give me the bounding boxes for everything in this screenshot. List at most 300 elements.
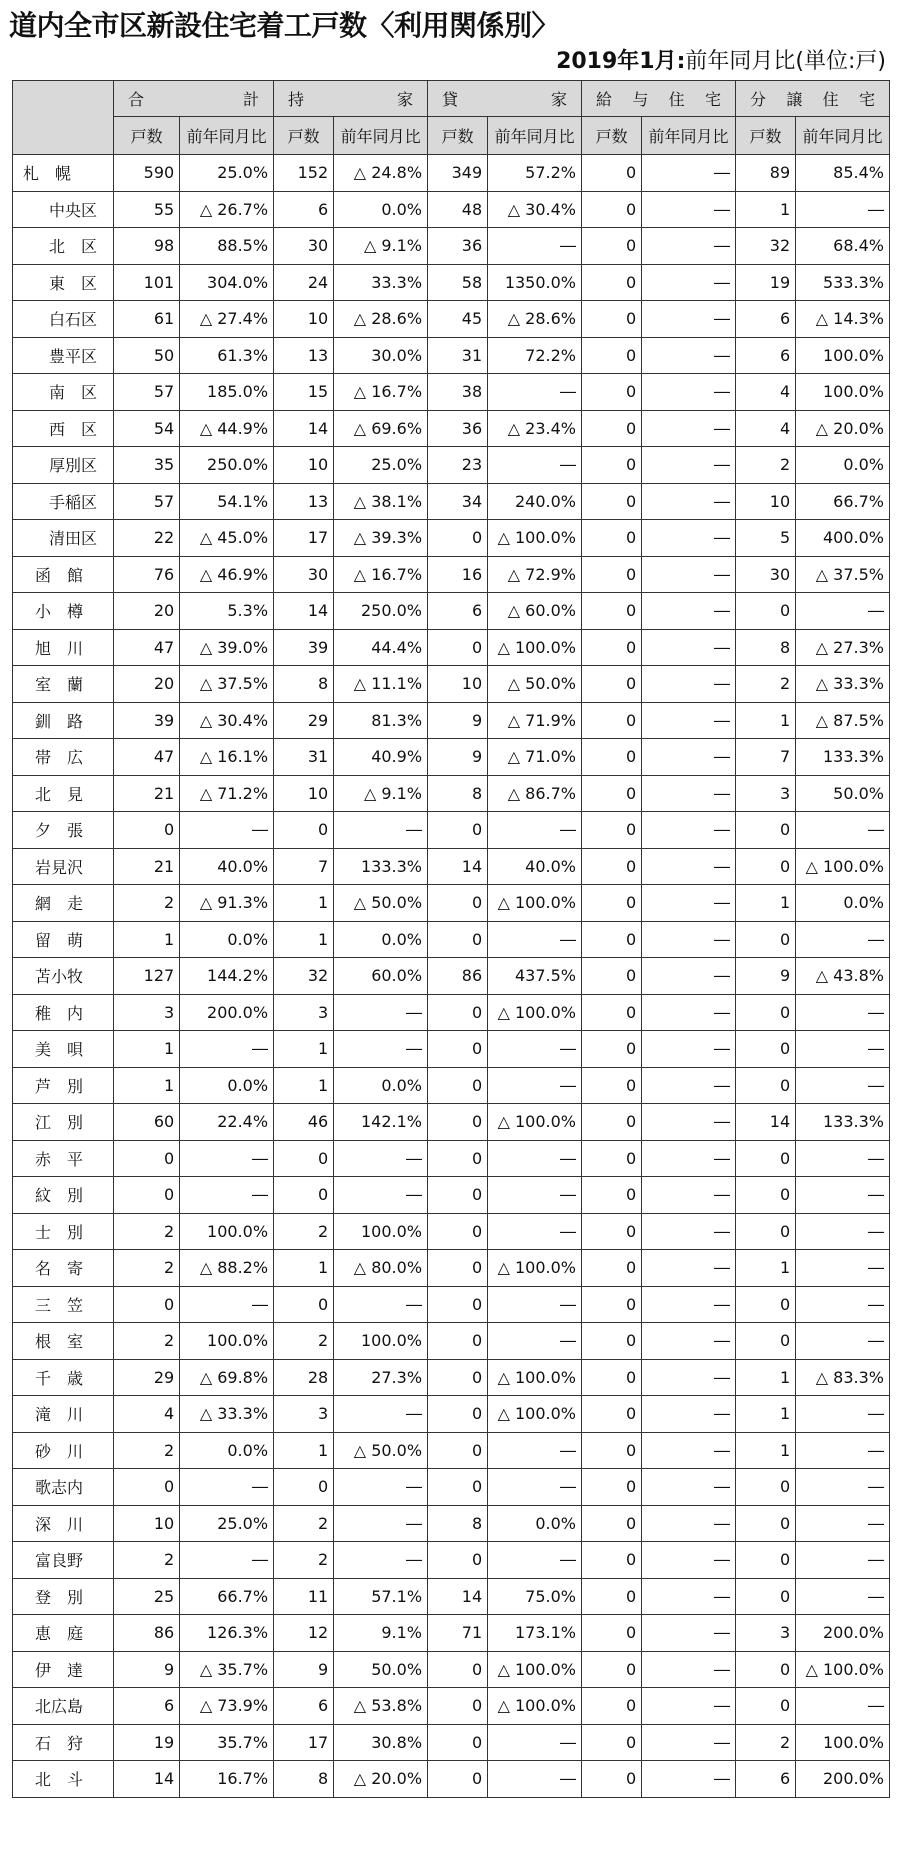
total-yoy-cell: △ 71.2%	[180, 775, 274, 812]
municipality-name: 白石区	[13, 301, 114, 338]
owner-yoy-cell: ―	[334, 1542, 428, 1579]
rental-yoy-cell: ―	[488, 1213, 582, 1250]
municipality-name: 留 萌	[13, 921, 114, 958]
owner-yoy-cell: 33.3%	[334, 264, 428, 301]
condo-units-cell: 1	[735, 885, 795, 922]
owner-yoy-cell: △ 80.0%	[334, 1250, 428, 1287]
owner-yoy-cell: △ 50.0%	[334, 1432, 428, 1469]
company-units-cell: 0	[582, 1688, 642, 1725]
company-yoy-cell: ―	[642, 593, 736, 630]
header-units: 戸数	[274, 117, 334, 155]
company-units-cell: 0	[582, 337, 642, 374]
total-units-cell: 0	[114, 812, 180, 849]
total-yoy-cell: 88.5%	[180, 228, 274, 265]
company-units-cell: 0	[582, 666, 642, 703]
total-units-cell: 98	[114, 228, 180, 265]
rental-units-cell: 36	[428, 228, 488, 265]
municipality-name: 網 走	[13, 885, 114, 922]
municipality-name: 根 室	[13, 1323, 114, 1360]
total-units-cell: 86	[114, 1615, 180, 1652]
company-units-cell: 0	[582, 1542, 642, 1579]
rental-units-cell: 9	[428, 702, 488, 739]
company-yoy-cell: ―	[642, 447, 736, 484]
owner-units-cell: 8	[274, 1761, 334, 1798]
rental-yoy-cell: △ 71.0%	[488, 739, 582, 776]
condo-yoy-cell: 133.3%	[796, 739, 890, 776]
total-units-cell: 54	[114, 410, 180, 447]
condo-units-cell: 8	[735, 629, 795, 666]
table-row	[13, 264, 890, 301]
header-units: 戸数	[114, 117, 180, 155]
rental-units-cell: 0	[428, 994, 488, 1031]
rental-units-cell: 0	[428, 1688, 488, 1725]
condo-yoy-cell: 50.0%	[796, 775, 890, 812]
condo-yoy-cell: 533.3%	[796, 264, 890, 301]
total-units-cell: 0	[114, 1469, 180, 1506]
condo-units-cell: 0	[735, 1578, 795, 1615]
condo-units-cell: 0	[735, 1177, 795, 1214]
company-units-cell: 0	[582, 410, 642, 447]
owner-units-cell: 6	[274, 1688, 334, 1725]
table-row	[13, 228, 890, 265]
total-units-cell: 6	[114, 1688, 180, 1725]
total-units-cell: 35	[114, 447, 180, 484]
rental-units-cell: 8	[428, 775, 488, 812]
company-yoy-cell: ―	[642, 848, 736, 885]
table-row	[13, 1578, 890, 1615]
table-row	[13, 1031, 890, 1068]
owner-yoy-cell: △ 9.1%	[334, 228, 428, 265]
total-yoy-cell: 0.0%	[180, 921, 274, 958]
total-yoy-cell: △ 30.4%	[180, 702, 274, 739]
total-yoy-cell: △ 46.9%	[180, 556, 274, 593]
rental-units-cell: 9	[428, 739, 488, 776]
condo-yoy-cell: 100.0%	[796, 337, 890, 374]
owner-yoy-cell: ―	[334, 994, 428, 1031]
owner-yoy-cell: △ 20.0%	[334, 1761, 428, 1798]
condo-yoy-cell: △ 83.3%	[796, 1359, 890, 1396]
company-yoy-cell: ―	[642, 1323, 736, 1360]
rental-units-cell: 0	[428, 629, 488, 666]
company-yoy-cell: ―	[642, 410, 736, 447]
total-units-cell: 2	[114, 885, 180, 922]
total-yoy-cell: 5.3%	[180, 593, 274, 630]
company-yoy-cell: ―	[642, 1067, 736, 1104]
condo-units-cell: 19	[735, 264, 795, 301]
condo-units-cell: 14	[735, 1104, 795, 1141]
total-yoy-cell: 0.0%	[180, 1067, 274, 1104]
company-yoy-cell: ―	[642, 921, 736, 958]
condo-units-cell: 5	[735, 520, 795, 557]
owner-units-cell: 1	[274, 885, 334, 922]
owner-units-cell: 17	[274, 1724, 334, 1761]
owner-units-cell: 1	[274, 921, 334, 958]
company-units-cell: 0	[582, 1724, 642, 1761]
condo-yoy-cell: △ 37.5%	[796, 556, 890, 593]
rental-units-cell: 0	[428, 885, 488, 922]
rental-units-cell: 58	[428, 264, 488, 301]
total-yoy-cell: 100.0%	[180, 1213, 274, 1250]
company-units-cell: 0	[582, 1031, 642, 1068]
rental-yoy-cell: △ 100.0%	[488, 885, 582, 922]
company-units-cell: 0	[582, 921, 642, 958]
condo-yoy-cell: 85.4%	[796, 155, 890, 192]
company-units-cell: 0	[582, 994, 642, 1031]
rental-yoy-cell: ―	[488, 1031, 582, 1068]
company-yoy-cell: ―	[642, 1250, 736, 1287]
total-units-cell: 0	[114, 1140, 180, 1177]
rental-units-cell: 0	[428, 1140, 488, 1177]
company-units-cell: 0	[582, 1651, 642, 1688]
rental-yoy-cell: ―	[488, 374, 582, 411]
municipality-name: 北広島	[13, 1688, 114, 1725]
rental-yoy-cell: 240.0%	[488, 483, 582, 520]
company-units-cell: 0	[582, 593, 642, 630]
rental-units-cell: 0	[428, 1542, 488, 1579]
municipality-name: 滝 川	[13, 1396, 114, 1433]
owner-units-cell: 152	[274, 155, 334, 192]
total-units-cell: 20	[114, 666, 180, 703]
company-units-cell: 0	[582, 191, 642, 228]
owner-yoy-cell: 25.0%	[334, 447, 428, 484]
total-yoy-cell: 144.2%	[180, 958, 274, 995]
condo-yoy-cell: 100.0%	[796, 1724, 890, 1761]
condo-units-cell: 6	[735, 337, 795, 374]
condo-units-cell: 1	[735, 702, 795, 739]
rental-yoy-cell: △ 100.0%	[488, 1651, 582, 1688]
rental-yoy-cell: △ 100.0%	[488, 1104, 582, 1141]
rental-units-cell: 86	[428, 958, 488, 995]
owner-units-cell: 32	[274, 958, 334, 995]
condo-units-cell: 2	[735, 447, 795, 484]
rental-units-cell: 0	[428, 1724, 488, 1761]
municipality-name: 東 区	[13, 264, 114, 301]
condo-units-cell: 0	[735, 1286, 795, 1323]
condo-yoy-cell: △ 100.0%	[796, 1651, 890, 1688]
header-sub-row	[13, 117, 890, 155]
company-yoy-cell: ―	[642, 1432, 736, 1469]
owner-yoy-cell: ―	[334, 1031, 428, 1068]
municipality-name: 名 寄	[13, 1250, 114, 1287]
rental-yoy-cell: ―	[488, 1177, 582, 1214]
total-units-cell: 61	[114, 301, 180, 338]
table-row	[13, 1396, 890, 1433]
rental-yoy-cell: ―	[488, 1067, 582, 1104]
company-units-cell: 0	[582, 775, 642, 812]
municipality-name: 苫小牧	[13, 958, 114, 995]
condo-yoy-cell: △ 87.5%	[796, 702, 890, 739]
owner-yoy-cell: 60.0%	[334, 958, 428, 995]
rental-yoy-cell: △ 100.0%	[488, 1396, 582, 1433]
subtitle-period: 2019年1月:	[556, 49, 686, 74]
company-yoy-cell: ―	[642, 1286, 736, 1323]
condo-units-cell: 4	[735, 374, 795, 411]
company-units-cell: 0	[582, 1213, 642, 1250]
municipality-name: 岩見沢	[13, 848, 114, 885]
owner-units-cell: 15	[274, 374, 334, 411]
total-yoy-cell: 126.3%	[180, 1615, 274, 1652]
company-yoy-cell: ―	[642, 666, 736, 703]
condo-yoy-cell: ―	[796, 1250, 890, 1287]
owner-units-cell: 2	[274, 1505, 334, 1542]
company-units-cell: 0	[582, 1615, 642, 1652]
condo-yoy-cell: 400.0%	[796, 520, 890, 557]
header-group-company-housing: 給与住宅	[582, 81, 736, 117]
owner-units-cell: 0	[274, 812, 334, 849]
rental-yoy-cell: △ 100.0%	[488, 1688, 582, 1725]
company-yoy-cell: ―	[642, 1396, 736, 1433]
company-yoy-cell: ―	[642, 702, 736, 739]
rental-units-cell: 0	[428, 1396, 488, 1433]
company-yoy-cell: ―	[642, 1177, 736, 1214]
condo-units-cell: 3	[735, 775, 795, 812]
municipality-name: 伊 達	[13, 1651, 114, 1688]
rental-yoy-cell: ―	[488, 447, 582, 484]
condo-units-cell: 0	[735, 1323, 795, 1360]
total-units-cell: 22	[114, 520, 180, 557]
rental-yoy-cell: ―	[488, 1761, 582, 1798]
municipality-name: 南 区	[13, 374, 114, 411]
header-group-owner-occupied: 持 家	[274, 81, 428, 117]
rental-units-cell: 48	[428, 191, 488, 228]
total-yoy-cell: ―	[180, 1542, 274, 1579]
owner-yoy-cell: 0.0%	[334, 1067, 428, 1104]
rental-yoy-cell: 173.1%	[488, 1615, 582, 1652]
rental-units-cell: 0	[428, 1031, 488, 1068]
total-units-cell: 60	[114, 1104, 180, 1141]
table-row	[13, 1359, 890, 1396]
rental-units-cell: 16	[428, 556, 488, 593]
header-group-rental: 貸 家	[428, 81, 582, 117]
rental-yoy-cell: ―	[488, 921, 582, 958]
condo-yoy-cell: 200.0%	[796, 1761, 890, 1798]
rental-units-cell: 0	[428, 1177, 488, 1214]
condo-yoy-cell: ―	[796, 1177, 890, 1214]
municipality-name: 旭 川	[13, 629, 114, 666]
municipality-name: 紋 別	[13, 1177, 114, 1214]
table-row	[13, 1469, 890, 1506]
company-yoy-cell: ―	[642, 483, 736, 520]
total-units-cell: 55	[114, 191, 180, 228]
company-units-cell: 0	[582, 483, 642, 520]
company-yoy-cell: ―	[642, 228, 736, 265]
company-yoy-cell: ―	[642, 1761, 736, 1798]
table-row	[13, 1140, 890, 1177]
rental-yoy-cell: △ 71.9%	[488, 702, 582, 739]
owner-yoy-cell: ―	[334, 1469, 428, 1506]
owner-units-cell: 3	[274, 994, 334, 1031]
company-units-cell: 0	[582, 374, 642, 411]
owner-yoy-cell: ―	[334, 1177, 428, 1214]
total-units-cell: 2	[114, 1323, 180, 1360]
total-units-cell: 2	[114, 1432, 180, 1469]
owner-yoy-cell: △ 16.7%	[334, 374, 428, 411]
condo-yoy-cell: △ 20.0%	[796, 410, 890, 447]
table-row	[13, 410, 890, 447]
owner-units-cell: 12	[274, 1615, 334, 1652]
owner-yoy-cell: 81.3%	[334, 702, 428, 739]
municipality-name: 釧 路	[13, 702, 114, 739]
owner-yoy-cell: 0.0%	[334, 921, 428, 958]
total-yoy-cell: 25.0%	[180, 155, 274, 192]
condo-units-cell: 0	[735, 1067, 795, 1104]
condo-units-cell: 0	[735, 994, 795, 1031]
total-units-cell: 47	[114, 629, 180, 666]
company-units-cell: 0	[582, 1104, 642, 1141]
condo-units-cell: 0	[735, 921, 795, 958]
owner-units-cell: 0	[274, 1286, 334, 1323]
owner-yoy-cell: 100.0%	[334, 1213, 428, 1250]
company-units-cell: 0	[582, 1250, 642, 1287]
header-yoy: 前年同月比	[334, 117, 428, 155]
rental-units-cell: 0	[428, 1761, 488, 1798]
company-units-cell: 0	[582, 556, 642, 593]
owner-yoy-cell: ―	[334, 1140, 428, 1177]
condo-units-cell: 1	[735, 1359, 795, 1396]
rental-yoy-cell: 0.0%	[488, 1505, 582, 1542]
header-yoy: 前年同月比	[796, 117, 890, 155]
table-row	[13, 301, 890, 338]
company-yoy-cell: ―	[642, 1359, 736, 1396]
total-units-cell: 2	[114, 1542, 180, 1579]
rental-yoy-cell: ―	[488, 1140, 582, 1177]
total-units-cell: 1	[114, 1031, 180, 1068]
page-title: 道内全市区新設住宅着工戸数〈利用関係別〉	[9, 9, 560, 42]
rental-yoy-cell: △ 100.0%	[488, 629, 582, 666]
municipality-name: 函 館	[13, 556, 114, 593]
company-yoy-cell: ―	[642, 739, 736, 776]
condo-units-cell: 1	[735, 191, 795, 228]
condo-yoy-cell: ―	[796, 812, 890, 849]
company-units-cell: 0	[582, 155, 642, 192]
owner-units-cell: 2	[274, 1323, 334, 1360]
rental-units-cell: 38	[428, 374, 488, 411]
table-row	[13, 1724, 890, 1761]
condo-yoy-cell: △ 27.3%	[796, 629, 890, 666]
rental-yoy-cell: ―	[488, 812, 582, 849]
rental-units-cell: 0	[428, 921, 488, 958]
company-yoy-cell: ―	[642, 1615, 736, 1652]
table-row	[13, 155, 890, 192]
company-units-cell: 0	[582, 1286, 642, 1323]
table-row	[13, 483, 890, 520]
condo-units-cell: 0	[735, 1651, 795, 1688]
municipality-name: 芦 別	[13, 1067, 114, 1104]
table-row	[13, 666, 890, 703]
company-yoy-cell: ―	[642, 1031, 736, 1068]
company-units-cell: 0	[582, 1067, 642, 1104]
total-yoy-cell: 304.0%	[180, 264, 274, 301]
owner-yoy-cell: 0.0%	[334, 191, 428, 228]
total-yoy-cell: △ 39.0%	[180, 629, 274, 666]
company-yoy-cell: ―	[642, 1505, 736, 1542]
owner-units-cell: 24	[274, 264, 334, 301]
table-row	[13, 812, 890, 849]
total-units-cell: 2	[114, 1213, 180, 1250]
company-units-cell: 0	[582, 848, 642, 885]
owner-yoy-cell: ―	[334, 1396, 428, 1433]
rental-units-cell: 0	[428, 1286, 488, 1323]
total-units-cell: 9	[114, 1651, 180, 1688]
page-subtitle	[556, 44, 886, 75]
total-yoy-cell: 185.0%	[180, 374, 274, 411]
company-units-cell: 0	[582, 958, 642, 995]
table-row	[13, 593, 890, 630]
total-units-cell: 39	[114, 702, 180, 739]
total-yoy-cell: 100.0%	[180, 1323, 274, 1360]
total-units-cell: 590	[114, 155, 180, 192]
company-yoy-cell: ―	[642, 191, 736, 228]
rental-units-cell: 0	[428, 1432, 488, 1469]
municipality-name: 北 斗	[13, 1761, 114, 1798]
total-yoy-cell: △ 16.1%	[180, 739, 274, 776]
header-yoy: 前年同月比	[642, 117, 736, 155]
owner-yoy-cell: 50.0%	[334, 1651, 428, 1688]
table-row	[13, 994, 890, 1031]
total-yoy-cell: 0.0%	[180, 1432, 274, 1469]
total-units-cell: 57	[114, 374, 180, 411]
company-units-cell: 0	[582, 812, 642, 849]
condo-yoy-cell: ―	[796, 994, 890, 1031]
owner-units-cell: 11	[274, 1578, 334, 1615]
owner-units-cell: 31	[274, 739, 334, 776]
municipality-name: 小 樽	[13, 593, 114, 630]
header-units: 戸数	[735, 117, 795, 155]
total-units-cell: 3	[114, 994, 180, 1031]
company-yoy-cell: ―	[642, 1104, 736, 1141]
condo-yoy-cell: ―	[796, 1067, 890, 1104]
owner-units-cell: 0	[274, 1469, 334, 1506]
owner-yoy-cell: 30.8%	[334, 1724, 428, 1761]
condo-yoy-cell: ―	[796, 191, 890, 228]
municipality-name: 中央区	[13, 191, 114, 228]
condo-units-cell: 0	[735, 1505, 795, 1542]
rental-yoy-cell: ―	[488, 228, 582, 265]
total-yoy-cell: 16.7%	[180, 1761, 274, 1798]
table-row	[13, 1323, 890, 1360]
municipality-name: 恵 庭	[13, 1615, 114, 1652]
rental-yoy-cell: 40.0%	[488, 848, 582, 885]
table-row	[13, 447, 890, 484]
total-yoy-cell: 66.7%	[180, 1578, 274, 1615]
table-row	[13, 1542, 890, 1579]
table-row	[13, 958, 890, 995]
condo-yoy-cell: ―	[796, 1323, 890, 1360]
total-yoy-cell: 61.3%	[180, 337, 274, 374]
company-units-cell: 0	[582, 1432, 642, 1469]
owner-units-cell: 46	[274, 1104, 334, 1141]
municipality-name: 帯 広	[13, 739, 114, 776]
rental-yoy-cell: ―	[488, 1542, 582, 1579]
table-row	[13, 1104, 890, 1141]
rental-units-cell: 14	[428, 1578, 488, 1615]
municipality-name: 江 別	[13, 1104, 114, 1141]
rental-units-cell: 0	[428, 1067, 488, 1104]
table-row	[13, 921, 890, 958]
company-yoy-cell: ―	[642, 264, 736, 301]
total-yoy-cell: ―	[180, 1177, 274, 1214]
owner-units-cell: 9	[274, 1651, 334, 1688]
condo-yoy-cell: ―	[796, 1542, 890, 1579]
rental-yoy-cell: ―	[488, 1432, 582, 1469]
owner-yoy-cell: △ 24.8%	[334, 155, 428, 192]
rental-units-cell: 10	[428, 666, 488, 703]
header-corner-cell	[13, 81, 114, 155]
company-yoy-cell: ―	[642, 556, 736, 593]
rental-yoy-cell: △ 23.4%	[488, 410, 582, 447]
total-yoy-cell: △ 91.3%	[180, 885, 274, 922]
company-units-cell: 0	[582, 1323, 642, 1360]
